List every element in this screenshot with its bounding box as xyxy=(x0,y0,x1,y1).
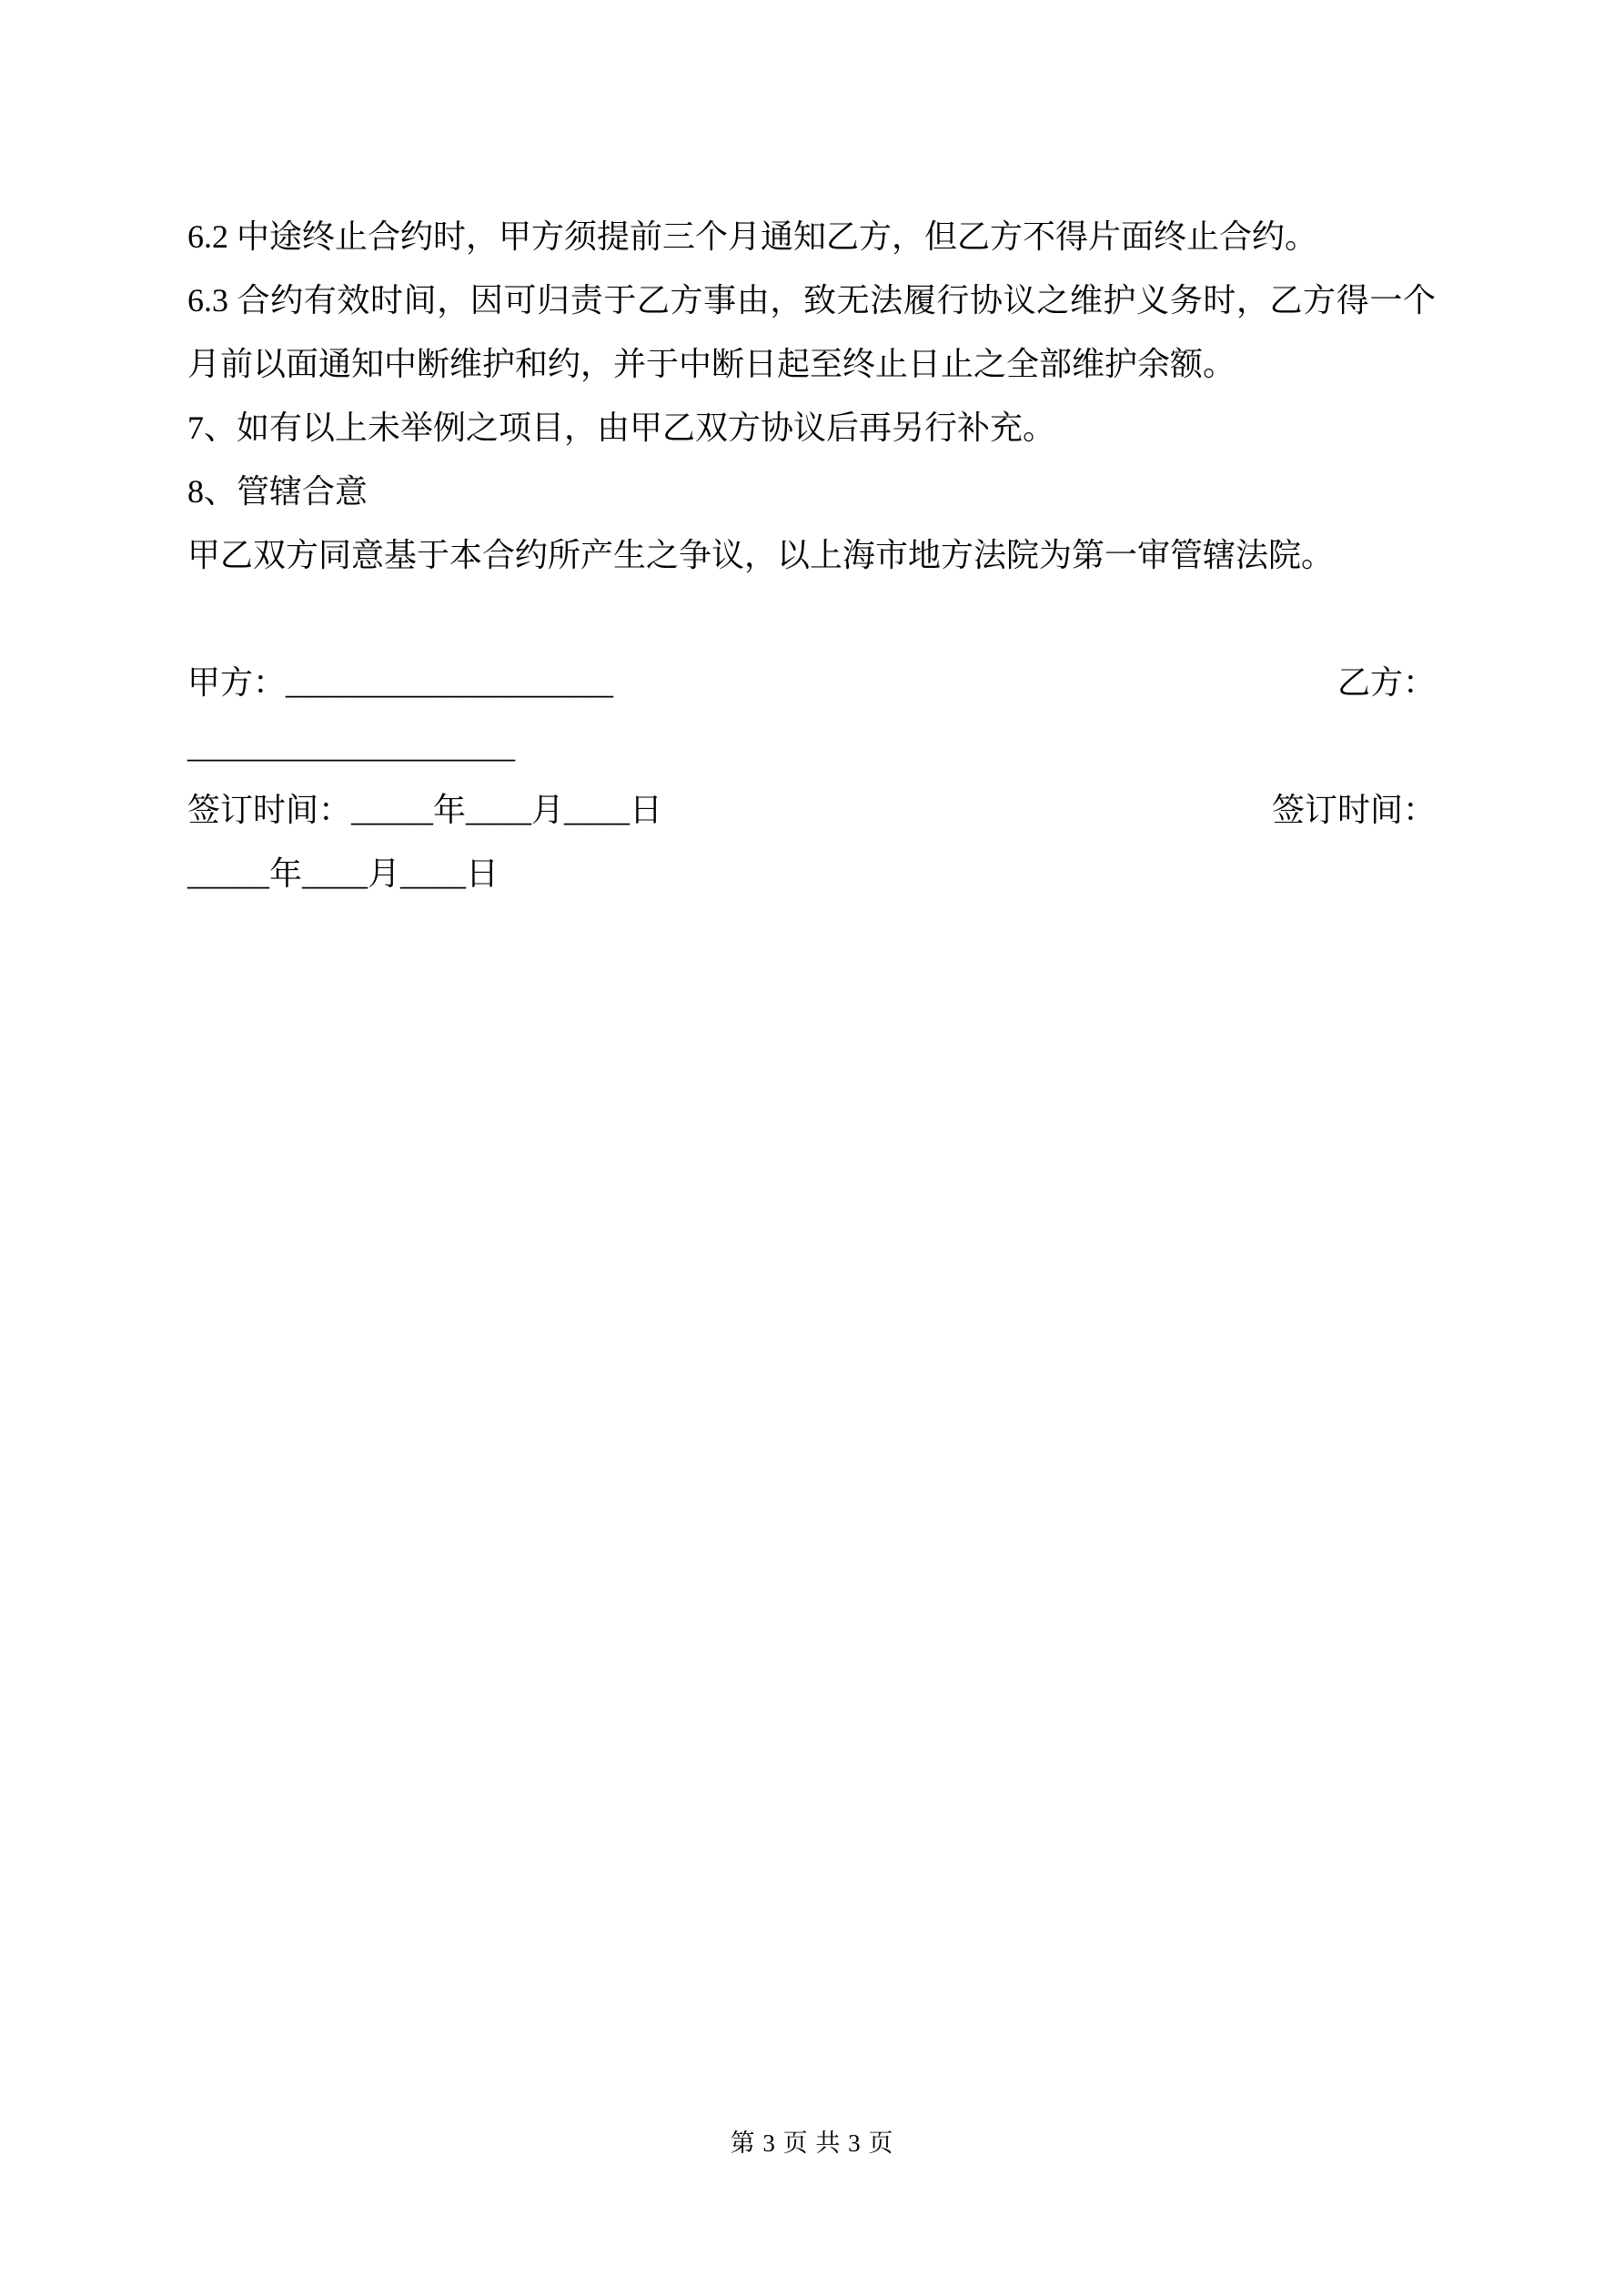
party-b-signature-underline: ____________________ xyxy=(187,728,515,764)
signature-dates-row xyxy=(187,778,1436,842)
party-b-date-label: 签订时间： xyxy=(1271,792,1436,828)
contract-body xyxy=(187,205,1436,905)
party-b-signature-label: 乙方： xyxy=(1337,664,1436,701)
clause-6-3-line-2: 月前以面通知中断维护和约，并于中断日起至终止日止之全部维护余额。 xyxy=(187,346,1236,382)
clause-8-body: 甲乙双方同意基于本合约所产生之争议，以上海市地方法院为第一审管辖法院。 xyxy=(187,537,1335,573)
clause-6-3-line-1: 6.3 合约有效时间，因可归责于乙方事由，致无法履行协议之维护义务时，乙方得一个 xyxy=(187,282,1436,319)
signature-parties-row xyxy=(187,651,1436,714)
party-b-date-underline: _____年____月____日 xyxy=(187,855,499,892)
page-number-footer: 第 3 页 共 3 页 xyxy=(730,2129,894,2157)
clause-8-heading: 8、管辖合意 xyxy=(187,473,368,510)
party-a-date-label: 签订时间：_____年____月____日 xyxy=(187,792,663,828)
party-a-signature-label: 甲方：____________________ xyxy=(187,664,614,701)
blank-spacer-line xyxy=(187,587,1436,651)
clause-6-2: 6.2 中途终止合约时，甲方须提前三个月通知乙方，但乙方不得片面终止合约。 xyxy=(187,218,1318,255)
clause-7: 7、如有以上未举例之项目，由甲乙双方协议后再另行补充。 xyxy=(187,410,1056,446)
